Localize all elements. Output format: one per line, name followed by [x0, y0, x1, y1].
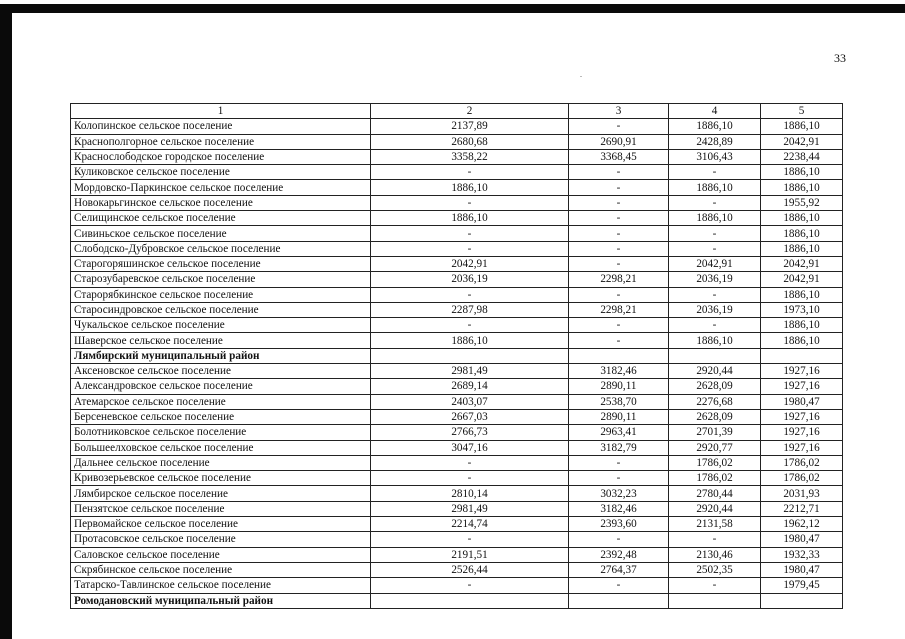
value-cell: 2890,11	[569, 379, 669, 394]
value-cell: 2766,73	[371, 425, 569, 440]
settlement-name: Первомайское сельское поселение	[71, 517, 371, 532]
settlement-name: Старосиндровское сельское поселение	[71, 302, 371, 317]
value-cell: 1886,10	[669, 180, 761, 195]
value-cell: 2963,41	[569, 425, 669, 440]
value-cell: 1980,47	[761, 562, 843, 577]
value-cell: -	[669, 226, 761, 241]
value-cell: 2920,44	[669, 501, 761, 516]
value-cell: 2628,09	[669, 379, 761, 394]
table-row	[71, 501, 843, 516]
table-row	[71, 149, 843, 164]
value-cell	[371, 348, 569, 363]
value-cell: 2298,21	[569, 302, 669, 317]
column-header: 4	[669, 104, 761, 119]
table-row	[71, 333, 843, 348]
value-cell: 2981,49	[371, 364, 569, 379]
value-cell: 2212,71	[761, 501, 843, 516]
value-cell: 1886,10	[761, 226, 843, 241]
value-cell: 2810,14	[371, 486, 569, 501]
value-cell: -	[569, 256, 669, 271]
value-cell: -	[371, 195, 569, 210]
value-cell: -	[371, 318, 569, 333]
value-cell: 1786,02	[669, 471, 761, 486]
column-header: 2	[371, 104, 569, 119]
value-cell: 2036,19	[371, 272, 569, 287]
value-cell	[569, 348, 669, 363]
value-cell: -	[569, 318, 669, 333]
settlement-name: Кривозерьевское сельское поселение	[71, 471, 371, 486]
value-cell: -	[371, 455, 569, 470]
value-cell	[569, 593, 669, 608]
value-cell: 2042,91	[761, 134, 843, 149]
value-cell: 2920,44	[669, 364, 761, 379]
value-cell: 1932,33	[761, 547, 843, 562]
value-cell: 1955,92	[761, 195, 843, 210]
value-cell: 2920,77	[669, 440, 761, 455]
value-cell: -	[371, 241, 569, 256]
value-cell	[371, 593, 569, 608]
value-cell: 2764,37	[569, 562, 669, 577]
value-cell: 1927,16	[761, 364, 843, 379]
value-cell	[761, 348, 843, 363]
value-cell: -	[569, 226, 669, 241]
value-cell: 2428,89	[669, 134, 761, 149]
settlement-name: Скрябинское сельское поселение	[71, 562, 371, 577]
settlement-name: Татарско-Тавлинское сельское поселение	[71, 578, 371, 593]
table-row	[71, 272, 843, 287]
table-row	[71, 211, 843, 226]
settlement-name: Пензятское сельское поселение	[71, 501, 371, 516]
settlement-name: Слободско-Дубровское сельское поселение	[71, 241, 371, 256]
value-cell: 2628,09	[669, 409, 761, 424]
value-cell: 1980,47	[761, 532, 843, 547]
value-cell: 1886,10	[669, 119, 761, 134]
value-cell: 2701,39	[669, 425, 761, 440]
value-cell: 2538,70	[569, 394, 669, 409]
value-cell: 1886,10	[761, 333, 843, 348]
table-row	[71, 547, 843, 562]
table-row	[71, 471, 843, 486]
value-cell: 1927,16	[761, 425, 843, 440]
value-cell: 2031,93	[761, 486, 843, 501]
value-cell: 1886,10	[371, 211, 569, 226]
value-cell: 1886,10	[761, 287, 843, 302]
value-cell: 1980,47	[761, 394, 843, 409]
value-cell: 1927,16	[761, 440, 843, 455]
district-name: Лямбирский муниципальный район	[71, 348, 371, 363]
value-cell: 1886,10	[761, 180, 843, 195]
value-cell: -	[371, 532, 569, 547]
district-header-row	[71, 593, 843, 608]
settlement-name: Куликовское сельское поселение	[71, 165, 371, 180]
table-row	[71, 318, 843, 333]
page-number: 33	[834, 51, 846, 65]
header-row	[71, 104, 843, 119]
value-cell: 2036,19	[669, 302, 761, 317]
value-cell: -	[371, 226, 569, 241]
table-row	[71, 287, 843, 302]
value-cell: 1786,02	[761, 471, 843, 486]
value-cell: 3358,22	[371, 149, 569, 164]
value-cell: 2287,98	[371, 302, 569, 317]
value-cell: 3032,23	[569, 486, 669, 501]
value-cell: -	[569, 211, 669, 226]
settlement-name: Шаверское сельское поселение	[71, 333, 371, 348]
value-cell: -	[669, 578, 761, 593]
value-cell: 1886,10	[761, 165, 843, 180]
value-cell: 3182,46	[569, 501, 669, 516]
value-cell: -	[569, 195, 669, 210]
value-cell: 2042,91	[669, 256, 761, 271]
value-cell: -	[371, 165, 569, 180]
value-cell: -	[569, 471, 669, 486]
scan-artifact	[580, 76, 582, 77]
value-cell: 2667,03	[371, 409, 569, 424]
settlement-name: Атемарское сельское поселение	[71, 394, 371, 409]
value-cell	[669, 593, 761, 608]
settlement-name: Селищинское сельское поселение	[71, 211, 371, 226]
settlement-name: Протасовское сельское поселение	[71, 532, 371, 547]
value-cell: 2042,91	[761, 256, 843, 271]
value-cell: 1886,10	[761, 211, 843, 226]
settlement-name: Старозубаревское сельское поселение	[71, 272, 371, 287]
value-cell: 1886,10	[761, 119, 843, 134]
table-row	[71, 180, 843, 195]
value-cell: 1886,10	[761, 318, 843, 333]
value-cell: -	[569, 578, 669, 593]
column-header: 1	[71, 104, 371, 119]
settlement-name: Краснополгорное сельское поселение	[71, 134, 371, 149]
value-cell: 1973,10	[761, 302, 843, 317]
table-row	[71, 532, 843, 547]
value-cell: 2191,51	[371, 547, 569, 562]
value-cell: 2214,74	[371, 517, 569, 532]
value-cell: 2526,44	[371, 562, 569, 577]
settlement-name: Саловское сельское поселение	[71, 547, 371, 562]
value-cell: 2690,91	[569, 134, 669, 149]
column-header: 3	[569, 104, 669, 119]
value-cell: 2298,21	[569, 272, 669, 287]
settlement-name: Большеелховское сельское поселение	[71, 440, 371, 455]
value-cell: 1886,10	[371, 180, 569, 195]
settlement-name: Краснослободское городское поселение	[71, 149, 371, 164]
value-cell: 3182,79	[569, 440, 669, 455]
column-header: 5	[761, 104, 843, 119]
value-cell: 1927,16	[761, 409, 843, 424]
table-row	[71, 486, 843, 501]
value-cell: -	[669, 532, 761, 547]
table-body	[71, 119, 843, 609]
value-cell: 1886,10	[669, 333, 761, 348]
table-row	[71, 241, 843, 256]
table-row	[71, 440, 843, 455]
table-row	[71, 455, 843, 470]
value-cell: -	[569, 241, 669, 256]
value-cell: 2502,35	[669, 562, 761, 577]
settlement-name: Сивиньское сельское поселение	[71, 226, 371, 241]
value-cell: 2130,46	[669, 547, 761, 562]
value-cell: 2403,07	[371, 394, 569, 409]
settlement-name: Колопинское сельское поселение	[71, 119, 371, 134]
value-cell: -	[569, 455, 669, 470]
value-cell: 1786,02	[761, 455, 843, 470]
value-cell: 3368,45	[569, 149, 669, 164]
table-row	[71, 226, 843, 241]
table-row	[71, 578, 843, 593]
table-row	[71, 119, 843, 134]
district-name: Ромодановский муниципальный район	[71, 593, 371, 608]
value-cell: 1886,10	[761, 241, 843, 256]
value-cell: 3182,46	[569, 364, 669, 379]
settlement-name: Болотниковское сельское поселение	[71, 425, 371, 440]
scan-left-border	[0, 4, 12, 639]
settlement-name: Старорябкинское сельское поселение	[71, 287, 371, 302]
value-cell: -	[669, 241, 761, 256]
table-row	[71, 302, 843, 317]
data-table	[70, 103, 843, 609]
value-cell: -	[569, 532, 669, 547]
value-cell: 2238,44	[761, 149, 843, 164]
table-row	[71, 195, 843, 210]
value-cell: 3047,16	[371, 440, 569, 455]
value-cell	[669, 348, 761, 363]
table-row	[71, 165, 843, 180]
value-cell: -	[371, 578, 569, 593]
table-row	[71, 394, 843, 409]
value-cell: 2042,91	[761, 272, 843, 287]
value-cell: 1886,10	[371, 333, 569, 348]
value-cell: 2890,11	[569, 409, 669, 424]
value-cell: 1927,16	[761, 379, 843, 394]
value-cell	[761, 593, 843, 608]
value-cell: 2981,49	[371, 501, 569, 516]
value-cell: 1979,45	[761, 578, 843, 593]
settlement-name: Берсеневское сельское поселение	[71, 409, 371, 424]
table-row	[71, 562, 843, 577]
settlement-name: Мордовско-Паркинское сельское поселение	[71, 180, 371, 195]
table-row	[71, 425, 843, 440]
value-cell: 2393,60	[569, 517, 669, 532]
value-cell: -	[669, 287, 761, 302]
settlement-name: Старогоряшинское сельское поселение	[71, 256, 371, 271]
value-cell: -	[569, 119, 669, 134]
value-cell: 2276,68	[669, 394, 761, 409]
value-cell: 1962,12	[761, 517, 843, 532]
value-cell: 2680,68	[371, 134, 569, 149]
settlement-name: Аксеновское сельское поселение	[71, 364, 371, 379]
value-cell: 2392,48	[569, 547, 669, 562]
value-cell: -	[371, 287, 569, 302]
settlement-name: Дальнее сельское поселение	[71, 455, 371, 470]
value-cell: 3106,43	[669, 149, 761, 164]
table-row	[71, 134, 843, 149]
settlement-name: Александровское сельское поселение	[71, 379, 371, 394]
table-row	[71, 256, 843, 271]
value-cell: 1786,02	[669, 455, 761, 470]
value-cell: -	[569, 333, 669, 348]
value-cell: -	[569, 165, 669, 180]
value-cell: -	[669, 318, 761, 333]
value-cell: 2036,19	[669, 272, 761, 287]
table-row	[71, 409, 843, 424]
value-cell: -	[569, 180, 669, 195]
scan-top-border	[0, 4, 905, 13]
value-cell: 2780,44	[669, 486, 761, 501]
table-row	[71, 517, 843, 532]
settlement-name: Лямбирское сельское поселение	[71, 486, 371, 501]
value-cell: 2042,91	[371, 256, 569, 271]
settlement-name: Новокарьгинское сельское поселение	[71, 195, 371, 210]
settlement-name: Чукальское сельское поселение	[71, 318, 371, 333]
value-cell: 2137,89	[371, 119, 569, 134]
table-row	[71, 364, 843, 379]
district-header-row	[71, 348, 843, 363]
value-cell: 2131,58	[669, 517, 761, 532]
value-cell: -	[669, 195, 761, 210]
value-cell: -	[669, 165, 761, 180]
value-cell: 2689,14	[371, 379, 569, 394]
value-cell: -	[371, 471, 569, 486]
value-cell: -	[569, 287, 669, 302]
table-row	[71, 379, 843, 394]
value-cell: 1886,10	[669, 211, 761, 226]
